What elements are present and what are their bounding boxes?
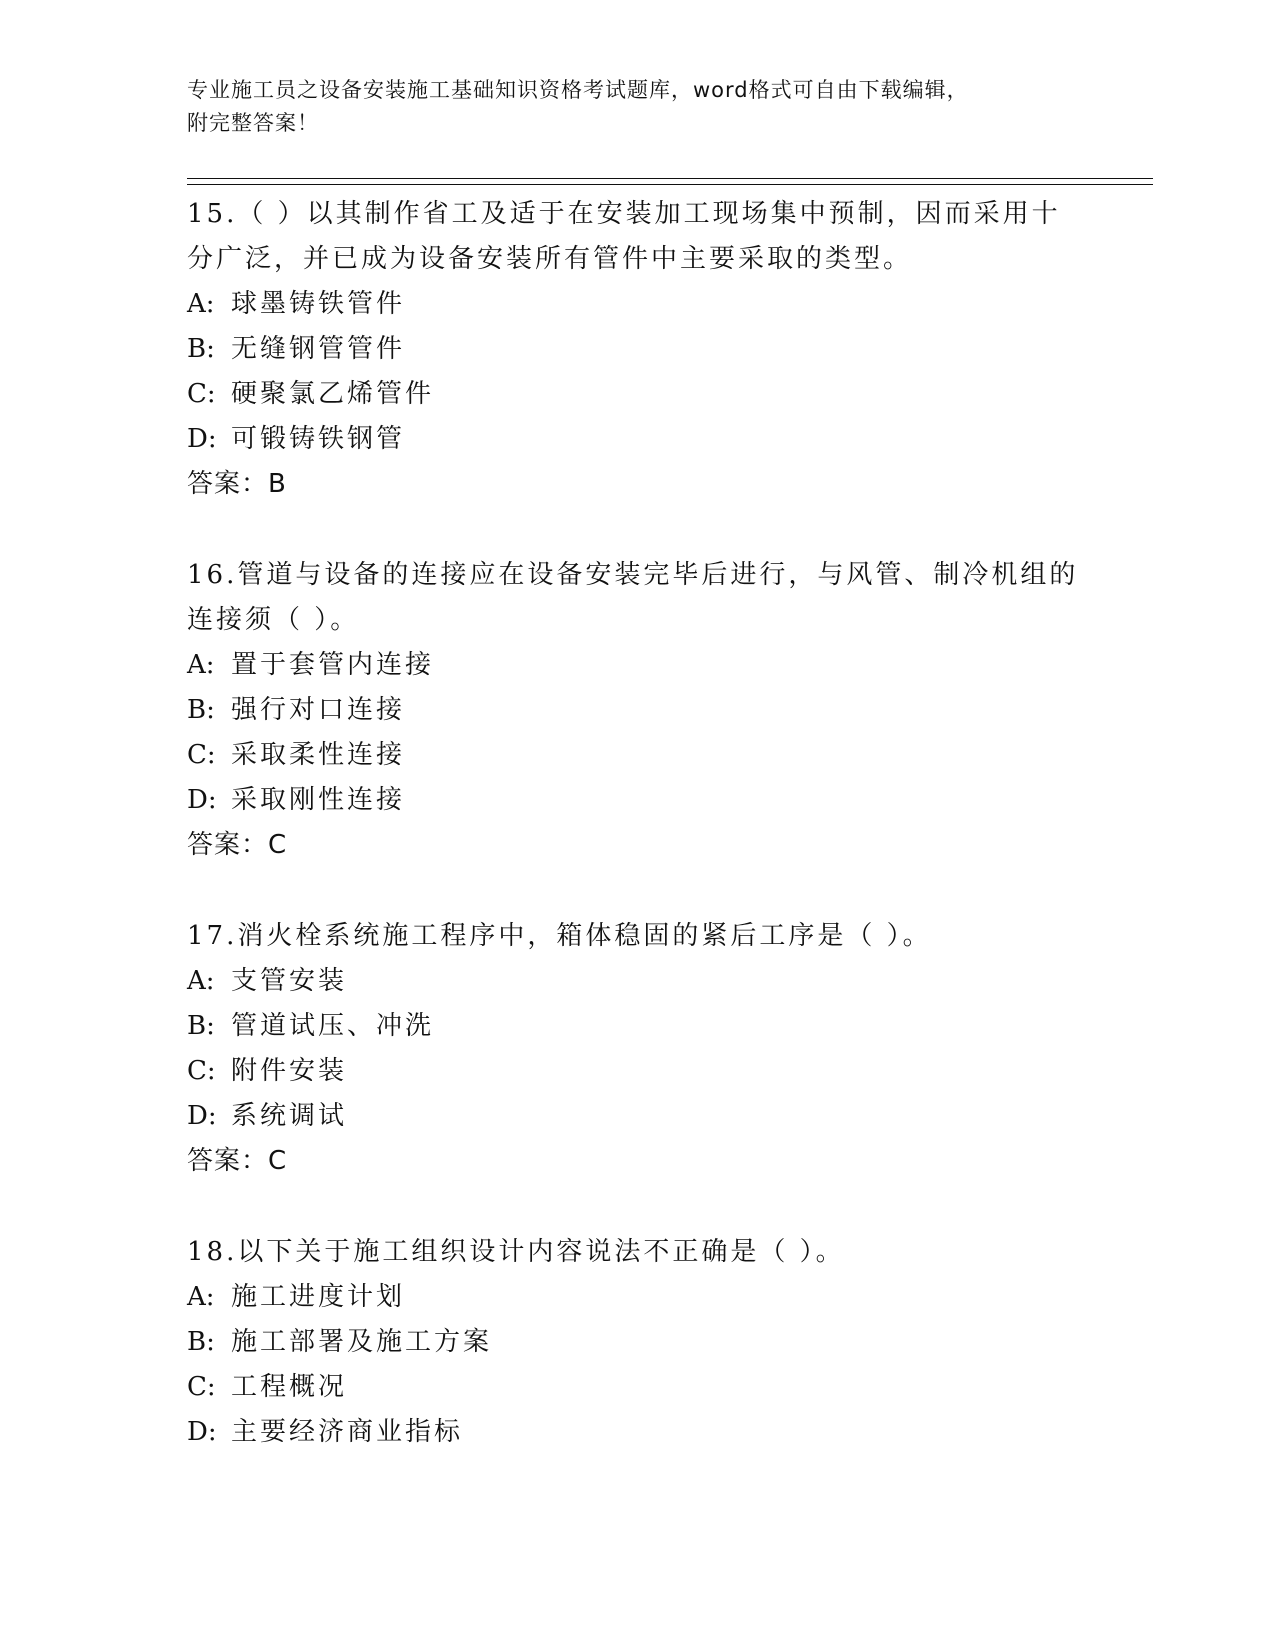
option-letter: B: — [187, 695, 215, 725]
option-c — [187, 1049, 1087, 1094]
answer-line: 答案：C — [187, 830, 288, 860]
option-text: 系统调试 — [231, 1101, 348, 1131]
option-letter: C: — [187, 379, 216, 409]
option-a — [187, 1275, 1087, 1320]
question-stem-line: 分广泛，并已成为设备安装所有管件中主要采取的类型。 — [187, 244, 913, 274]
question-stem-line: 16.管道与设备的连接应在设备安装完毕后进行，与风管、制冷机组的 — [187, 560, 1079, 590]
header-double-rule — [187, 178, 1153, 185]
option-letter: B: — [187, 1011, 215, 1041]
option-text: 主要经济商业指标 — [231, 1417, 464, 1447]
option-letter: A: — [187, 1282, 215, 1312]
option-text: 无缝钢管管件 — [231, 334, 406, 364]
option-letter: A: — [187, 650, 215, 680]
option-text: 硬聚氯乙烯管件 — [231, 379, 435, 409]
option-c — [187, 733, 1087, 778]
option-letter: A: — [187, 289, 215, 319]
option-b — [187, 327, 1087, 372]
option-c — [187, 372, 1087, 417]
option-letter: B: — [187, 1327, 215, 1357]
option-letter: C: — [187, 1056, 216, 1086]
header-title-line-2: 附完整答案！ — [187, 111, 319, 135]
option-c — [187, 1365, 1087, 1410]
document-header — [187, 74, 1067, 140]
option-letter: D: — [187, 1417, 217, 1447]
option-b — [187, 1004, 1087, 1049]
question-18 — [187, 1230, 1087, 1455]
option-text: 球墨铸铁管件 — [231, 289, 406, 319]
header-title-line-1: 专业施工员之设备安装施工基础知识资格考试题库，word格式可自由下载编辑， — [187, 78, 969, 102]
option-text: 强行对口连接 — [231, 695, 406, 725]
option-b — [187, 1320, 1087, 1365]
option-letter: D: — [187, 424, 217, 454]
option-text: 可锻铸铁钢管 — [231, 424, 406, 454]
option-d — [187, 1094, 1087, 1139]
option-text: 置于套管内连接 — [231, 650, 435, 680]
option-a — [187, 959, 1087, 1004]
option-text: 支管安装 — [231, 966, 348, 996]
option-letter: D: — [187, 1101, 217, 1131]
question-15 — [187, 192, 1087, 507]
option-text: 施工进度计划 — [231, 1282, 406, 1312]
option-a — [187, 282, 1087, 327]
answer-line: 答案：B — [187, 469, 287, 499]
option-d — [187, 1410, 1087, 1455]
option-text: 管道试压、冲洗 — [231, 1011, 435, 1041]
answer-line: 答案：C — [187, 1146, 288, 1176]
option-text: 施工部署及施工方案 — [231, 1327, 493, 1357]
option-d — [187, 778, 1087, 823]
question-stem-line: 18.以下关于施工组织设计内容说法不正确是（ ）。 — [187, 1237, 845, 1267]
option-letter: A: — [187, 966, 215, 996]
question-stem-line: 17.消火栓系统施工程序中，箱体稳固的紧后工序是（ ）。 — [187, 921, 932, 951]
option-text: 工程概况 — [231, 1372, 348, 1402]
option-d — [187, 417, 1087, 462]
option-text: 附件安装 — [231, 1056, 348, 1086]
option-b — [187, 688, 1087, 733]
option-a — [187, 643, 1087, 688]
option-letter: C: — [187, 740, 216, 770]
option-letter: B: — [187, 334, 215, 364]
question-stem-line: 15.（ ）以其制作省工及适于在安装加工现场集中预制，因而采用十 — [187, 199, 1061, 229]
question-17 — [187, 914, 1087, 1184]
question-list — [187, 192, 1087, 1501]
question-stem-line: 连接须（ ）。 — [187, 605, 360, 635]
option-letter: D: — [187, 785, 217, 815]
option-letter: C: — [187, 1372, 216, 1402]
question-16 — [187, 553, 1087, 868]
option-text: 采取柔性连接 — [231, 740, 406, 770]
option-text: 采取刚性连接 — [231, 785, 406, 815]
